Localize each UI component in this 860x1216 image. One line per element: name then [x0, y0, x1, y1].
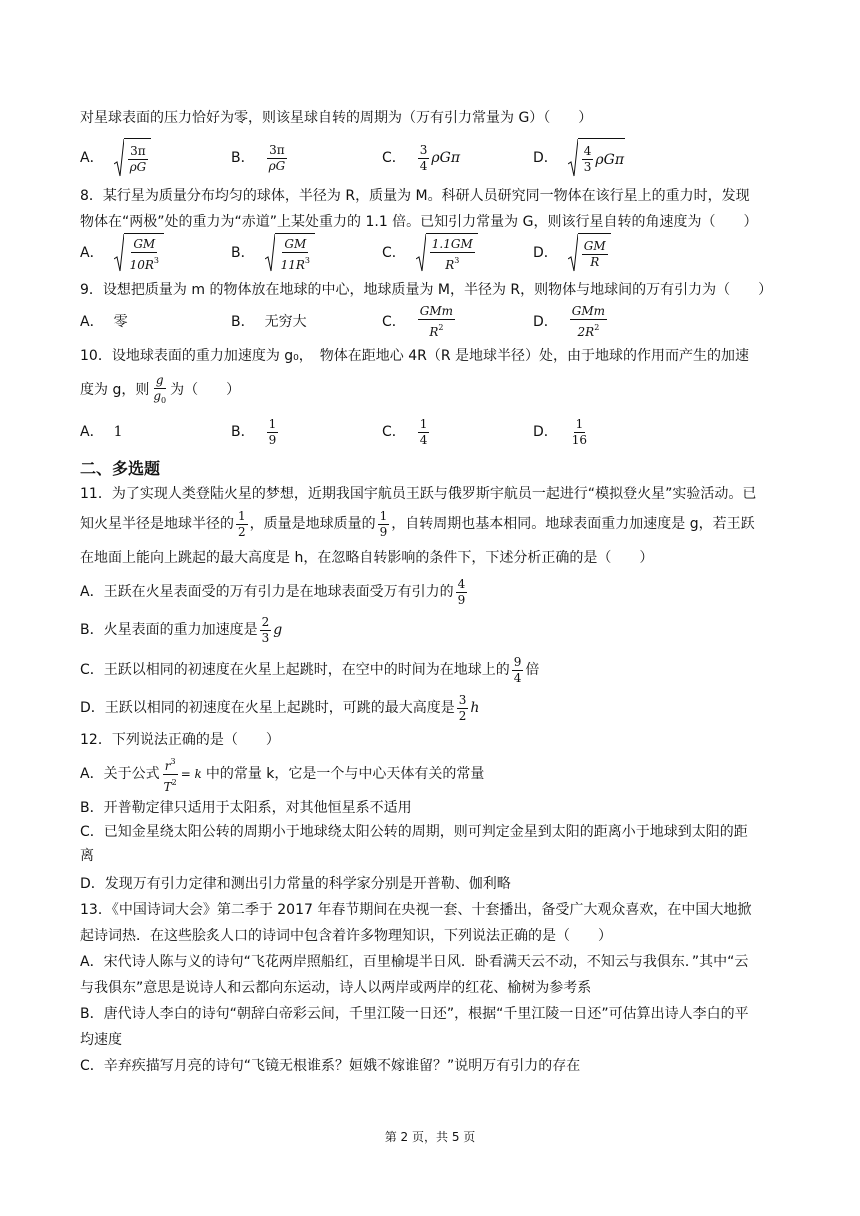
option-label: B．	[231, 424, 255, 440]
q12-option-b[interactable]: B．开普勒定律只适用于太阳系，对其他恒星系不适用	[80, 800, 412, 816]
page-number-footer: 第 2 页，共 5 页	[384, 1130, 476, 1144]
q13-option-b-line1[interactable]: B．唐代诗人李白的诗句“朝辞白帝彩云间，千里江陵一日还”，根据“千里江陵一日还”可估算出诗人李白的平	[80, 1006, 749, 1022]
option-label: D．	[533, 314, 558, 330]
option-label: A．	[80, 150, 104, 166]
q13-stem-line2: 起诗词热．在这些脍炙人口的诗词中包含着许多物理知识，下列说法正确的是（ ）	[80, 928, 612, 944]
fraction: $\frac{\text{GMm}}{2R^2}$	[571, 304, 606, 339]
q12-option-c-line2[interactable]: 离	[80, 848, 94, 864]
q11-option-b[interactable]: B．火星表面的重力加速度是 $\frac{2}{3}$ g	[80, 614, 283, 645]
fraction: $\frac{3\pi}{\rho G}$	[268, 142, 286, 173]
fraction: $\frac{1}{9}$	[268, 416, 277, 447]
fraction: $\frac{4}{9}$	[457, 576, 466, 607]
q7-option-d[interactable]	[533, 138, 625, 178]
q7-option-b[interactable]	[231, 138, 289, 178]
q10-option-d[interactable]	[533, 412, 591, 452]
option-label: D．	[533, 245, 558, 261]
q11-option-c[interactable]: C．王跃以相同的初速度在火星上起跳时，在空中的时间为在地球上的 $\frac{9}{4}$ 倍	[80, 654, 540, 685]
q10-option-c[interactable]	[382, 412, 431, 452]
q10-stem-line2: 度为 g，则 $\frac{g}{g_0}$ 为（ ）	[80, 372, 241, 405]
q10-stem-line1: 10．设地球表面的重力加速度为 g₀， 物体在距地心 4R（R 是地球半径）处，由于地球的作用而产生的加速	[80, 348, 750, 364]
q13-option-c[interactable]: C．辛弃疾描写月亮的诗句“飞镜无根谁系？姮娥不嫁谁留？”说明万有引力的存在	[80, 1058, 581, 1074]
q7-option-a[interactable]	[80, 138, 151, 178]
option-label: C．	[382, 245, 406, 261]
fraction: $\frac{1}{4}$	[419, 416, 428, 447]
sqrt-expression: $\frac{4}{3}$ ρGπ	[568, 138, 625, 178]
q10-option-b[interactable]	[231, 412, 280, 452]
option-label: D．	[533, 424, 558, 440]
fraction: $\frac{9}{4}$	[513, 654, 522, 685]
option-label: D．	[533, 150, 558, 166]
option-label: A．	[80, 245, 104, 261]
q11-stem-line2: 知火星半径是地球半径的 $\frac{1}{2}$ ，质量是地球质量的 $\frac{1}{9}$ ，自转周期也基本相同。地球表面重力加速度是 g，若王跃	[80, 508, 755, 539]
q13-option-b-line2[interactable]: 均速度	[80, 1032, 122, 1048]
sqrt-expression: $\frac{1.1GM}{R^3}$	[416, 233, 478, 273]
fraction: $\frac{1}{2}$	[238, 508, 246, 539]
fraction: $\frac{1}{9}$	[379, 508, 388, 539]
q7-option-c[interactable]: C． $\frac{3}{4}$ ρGπ	[382, 142, 461, 173]
q8-option-a[interactable]	[80, 232, 164, 274]
q12-option-c-line1[interactable]: C．已知金星绕太阳公转的周期小于地球绕太阳公转的周期，则可判定金星到太阳的距离小于地球到太阳的距	[80, 824, 748, 840]
option-label: B．	[231, 245, 255, 261]
fraction: $\frac{g}{g_0}$	[153, 372, 167, 405]
q8-stem-line1: 8．某行星为质量分布均匀的球体，半径为 R，质量为 M。科研人员研究同一物体在该行星上的重力时，发现	[80, 188, 750, 204]
fraction: $\frac{2}{3}$	[261, 614, 270, 645]
q9-stem: 9．设想把质量为 m 的物体放在地球的中心，地球质量为 M，半径为 R，则物体与地球间的万有引力为（ ）	[80, 282, 773, 298]
q8-option-c[interactable]	[382, 232, 478, 274]
q11-stem-line3: 在地面上能向上跳起的最大高度是 h，在忽略自转影响的条件下，下述分析正确的是（ ）	[80, 550, 654, 566]
fraction: $\frac{3}{4}$	[419, 142, 428, 173]
option-label: C．	[382, 150, 406, 166]
sqrt-expression: $\frac{GM}{11R^3}$	[265, 233, 315, 273]
q9-option-c[interactable]	[382, 302, 457, 342]
q8-option-b[interactable]	[231, 232, 315, 274]
q11-stem-line1: 11．为了实现人类登陆火星的梦想，近期我国宇航员王跃与俄罗斯宇航员一起进行“模拟登火星”实验活动。已	[80, 486, 757, 502]
option-label: C．	[382, 424, 406, 440]
sqrt-expression: $\frac{GM}{R}$	[568, 233, 611, 273]
q13-option-a-line2[interactable]: 与我俱东”意思是说诗人和云都向东运动，诗人以两岸或两岸的红花、榆树为参考系	[80, 980, 592, 996]
q13-stem-line1: 13．《中国诗词大会》第二季于 2017 年春节期间在央视一套、十套播出，备受广大观众喜欢，在中国大地掀	[80, 902, 752, 918]
q10-option-a[interactable]: A． 1	[80, 424, 123, 440]
q7-stem: 对星球表面的压力恰好为零，则该星球自转的周期为（万有引力常量为 G）（ ）	[80, 110, 593, 126]
q12-stem: 12．下列说法正确的是（ ）	[80, 732, 280, 748]
q13-option-a-line1[interactable]: A．宋代诗人陈与义的诗句“飞花两岸照船红，百里榆堤半日风．卧看满天云不动，不知云与我俱东．”其中“云	[80, 954, 749, 970]
fraction: $\frac{r^3}{T^2}$	[163, 756, 177, 794]
q9-option-d[interactable]	[533, 302, 609, 342]
option-label: A．	[80, 424, 104, 440]
fraction: $\frac{\text{GMm}}{R^2}$	[419, 304, 454, 339]
fraction: $\frac{3}{2}$	[458, 692, 467, 723]
q12-option-a[interactable]: A．关于公式 $\frac{r^3}{T^2}$ = k 中的常量 k，它是一个与中心天体有关的常量	[80, 756, 485, 794]
q11-option-a[interactable]: A．王跃在火星表面受的万有引力是在地球表面受万有引力的 $\frac{4}{9}$	[80, 576, 466, 607]
option-label: B．	[231, 314, 255, 330]
q9-option-a[interactable]: A． 零	[80, 314, 128, 330]
q12-option-d[interactable]: D．发现万有引力定律和测出引力常量的科学家分别是开普勒、伽利略	[80, 876, 511, 892]
sqrt-expression: $\frac{GM}{10R^3}$	[114, 233, 164, 273]
option-label: B．	[231, 150, 255, 166]
sqrt-expression: $\frac{3\pi}{\rho G}$	[114, 138, 152, 178]
fraction: $\frac{1}{16}$	[571, 416, 588, 447]
q9-option-b[interactable]: B． 无穷大	[231, 314, 307, 330]
q8-option-d[interactable]	[533, 232, 611, 274]
section-heading: 二、多选题	[80, 459, 161, 478]
option-label: C．	[382, 314, 406, 330]
option-label: A．	[80, 314, 104, 330]
q8-stem-line2: 物体在“两极”处的重力为“赤道”上某处重力的 1.1 倍。已知引力常量为 G，则该行星自转的角速度为（ ）	[80, 214, 758, 230]
q11-option-d[interactable]: D．王跃以相同的初速度在火星上起跳时，可跳的最大高度是 $\frac{3}{2}$ h	[80, 692, 480, 723]
